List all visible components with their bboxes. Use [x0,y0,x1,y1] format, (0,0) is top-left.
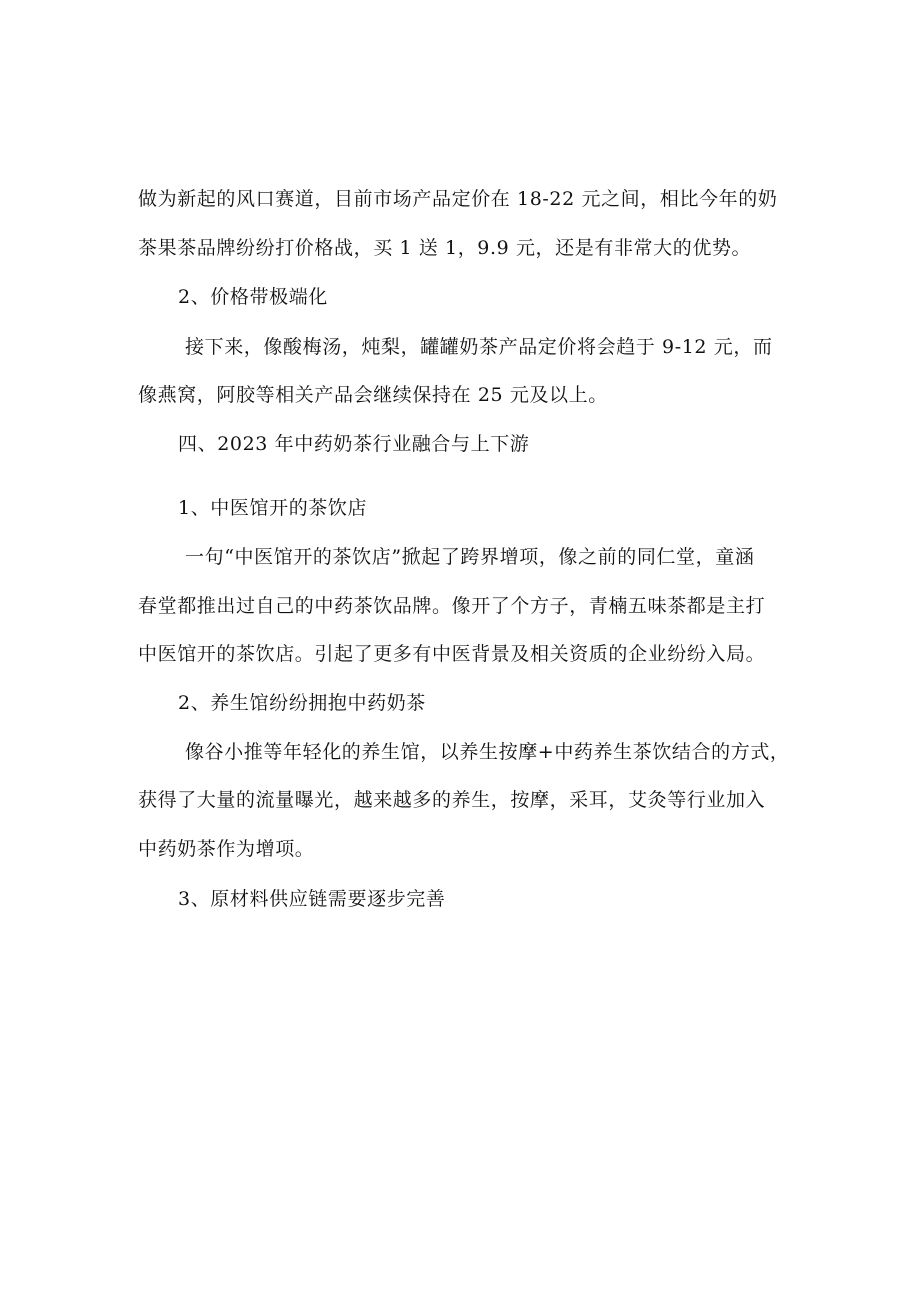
section-heading: 四、2023 年中药奶茶行业融合与上下游 [178,433,530,455]
paragraph-line: 中药奶茶作为增项。 [138,838,315,860]
section-heading: 3、原材料供应链需要逐步完善 [178,888,446,910]
paragraph-line: 接下来，像酸梅汤，炖梨，罐罐奶茶产品定价将会趋于 9-12 元，而 [185,336,773,358]
paragraph-line: 获得了大量的流量曝光，越来越多的养生，按摩，采耳，艾灸等行业加入 [138,789,766,811]
section-heading: 2、价格带极端化 [178,286,328,308]
paragraph-line: 春堂都推出过自己的中药茶饮品牌。像开了个方子，青楠五味茶都是主打 [138,595,766,617]
section-heading: 1、中医馆开的茶饮店 [178,497,368,519]
section-heading: 2、养生馆纷纷拥抱中药奶茶 [178,692,426,714]
paragraph-line: 中医馆开的茶饮店。引起了更多有中医背景及相关资质的企业纷纷入局。 [138,643,766,665]
paragraph-line: 茶果茶品牌纷纷打价格战，买 1 送 1，9.9 元，还是有非常大的优势。 [138,237,752,259]
paragraph-line: 像谷小推等年轻化的养生馆，以养生按摩+中药养生茶饮结合的方式， [185,741,790,763]
paragraph-line: 做为新起的风口赛道，目前市场产品定价在 18-22 元之间，相比今年的奶 [138,188,778,210]
paragraph-line: 像燕窝，阿胶等相关产品会继续保持在 25 元及以上。 [138,384,608,406]
paragraph-line: 一句“中医馆开的茶饮店”掀起了跨界增项，像之前的同仁堂，童涵 [185,546,755,568]
